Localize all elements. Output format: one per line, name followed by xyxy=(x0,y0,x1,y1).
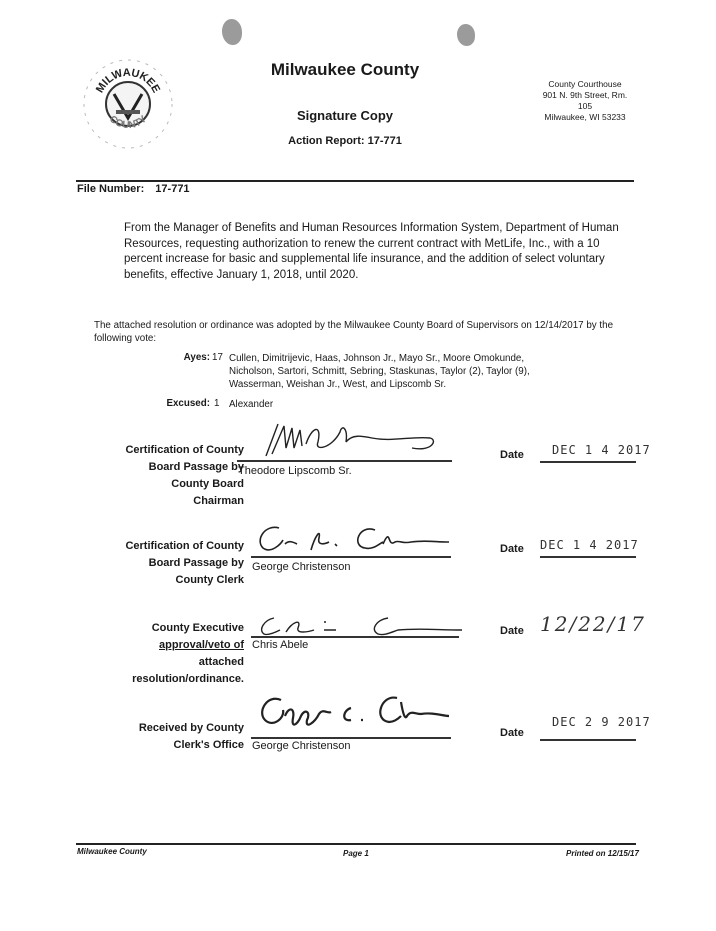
label-line: resolution/ordinance. xyxy=(132,673,244,685)
date-handwritten: 12/22/17 xyxy=(540,612,646,636)
label-line: approval/veto of xyxy=(159,639,244,651)
svg-text:MILWAUKEE: MILWAUKEE xyxy=(93,66,163,96)
signer-name: George Christenson xyxy=(252,740,351,752)
file-number-label: File Number: xyxy=(77,183,145,195)
org-title: Milwaukee County xyxy=(270,60,420,79)
label-line: Board Passage by xyxy=(148,557,244,569)
date-label: Date xyxy=(500,449,524,461)
address-line: County Courthouse xyxy=(548,79,622,89)
excused-names: Alexander xyxy=(229,399,274,410)
signer-name: Chris Abele xyxy=(252,639,309,651)
cert-chairman-label xyxy=(116,442,244,510)
label-line: County Clerk xyxy=(175,574,244,586)
signature-line xyxy=(251,556,451,558)
svg-text:COUNTY: COUNTY xyxy=(107,113,149,132)
excused-label: Excused: xyxy=(166,398,210,409)
date-label: Date xyxy=(500,625,524,637)
label-line: Received by County xyxy=(138,722,244,734)
excused-count: 1 xyxy=(214,398,220,409)
date-line xyxy=(540,556,636,558)
footer-printed: Printed on 12/15/17 xyxy=(566,849,639,858)
cert-executive-label xyxy=(116,620,244,688)
footer-org: Milwaukee County xyxy=(77,847,147,856)
date-line xyxy=(540,461,636,463)
date-stamp: DEC 1 4 2017 xyxy=(540,538,639,552)
cert-clerk-label xyxy=(116,538,244,589)
report-description: From the Manager of Benefits and Human Resources Information System, Department of Human Resources, requesting authorization to renew the current contract with MetLife, Inc., with a 10 percent increase for basic and supplemental life insurance, and the addition of select voluntary benefits, effective January 1, 2018, until 2020. xyxy=(124,222,619,281)
ayes-names: Cullen, Dimitrijevic, Haas, Johnson Jr., Mayo Sr., Moore Omokunde, Nicholson, Sartori, Schmitt, Sebring, Staskunas, Taylor (2), Taylor (9), Wasserman, Weishan Jr., West, and Lipscomb Sr. xyxy=(229,353,530,390)
label-line: attached xyxy=(198,656,244,668)
date-stamp: DEC 1 4 2017 xyxy=(552,443,651,457)
footer-page: Page 1 xyxy=(343,849,369,858)
address-line: 105 xyxy=(577,101,593,111)
signature-executive xyxy=(258,612,463,638)
action-report-number: 17-771 xyxy=(367,135,402,147)
ayes-label: Ayes: xyxy=(183,352,210,363)
ayes-count: 17 xyxy=(212,352,223,363)
signer-name: Theodore Lipscomb Sr. xyxy=(238,465,352,477)
signature-line xyxy=(237,460,452,462)
label-line: County Board xyxy=(171,478,244,490)
signature-chairman xyxy=(262,418,442,460)
date-stamp: DEC 2 9 2017 xyxy=(552,715,651,729)
address-line: 901 N. 9th Street, Rm. xyxy=(542,90,628,100)
label-line: Clerk's Office xyxy=(173,739,244,751)
date-line xyxy=(540,739,636,741)
county-seal-logo xyxy=(82,58,174,150)
signature-line xyxy=(251,636,459,638)
file-number-value: 17-771 xyxy=(155,183,190,195)
signature-line xyxy=(251,737,451,739)
action-report-label: Action Report: xyxy=(288,135,365,147)
address-block xyxy=(520,79,650,123)
scan-blot xyxy=(222,19,242,45)
scan-blot xyxy=(457,24,475,46)
action-report xyxy=(200,135,490,147)
label-line: Board Passage by xyxy=(148,461,244,473)
cert-received-label xyxy=(116,720,244,754)
date-label: Date xyxy=(500,543,524,555)
file-number xyxy=(77,183,190,195)
signer-name: George Christenson xyxy=(252,561,351,573)
adoption-statement: The attached resolution or ordinance was adopted by the Milwaukee County Board of Supervisors on 12/14/2017 by the following vote: xyxy=(94,320,614,344)
label-line: Chairman xyxy=(193,495,244,507)
date-label: Date xyxy=(500,727,524,739)
label-line: County Executive xyxy=(151,622,244,634)
signature-clerk xyxy=(255,520,455,556)
document-type: Signature Copy xyxy=(296,108,394,123)
address-line: Milwaukee, WI 53233 xyxy=(544,112,626,122)
label-line: Certification of County xyxy=(125,540,244,552)
footer-divider xyxy=(76,843,636,845)
header-divider xyxy=(76,180,634,182)
label-line: Certification of County xyxy=(125,444,244,456)
signature-received xyxy=(255,690,455,734)
